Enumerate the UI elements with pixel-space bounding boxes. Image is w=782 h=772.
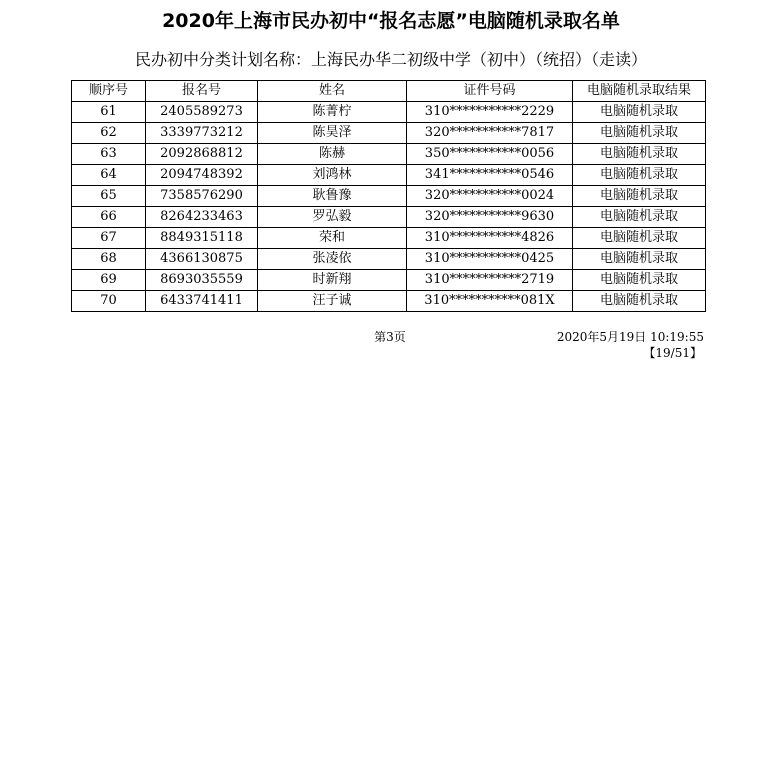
table-row (72, 207, 706, 228)
cell-id-number: 310***********2229 (407, 102, 573, 123)
cell-sequence: 66 (72, 207, 146, 228)
print-datetime: 2020年5月19日 10:19:55 (556, 330, 704, 344)
admission-table (71, 80, 706, 312)
cell-sequence: 62 (72, 123, 146, 144)
cell-sequence: 70 (72, 291, 146, 312)
cell-result: 电脑随机录取 (573, 291, 706, 312)
cell-id-number: 310***********4826 (407, 228, 573, 249)
cell-name: 陈菁柠 (258, 102, 407, 123)
header-sequence: 顺序号 (72, 81, 146, 102)
cell-registration-number: 7358576290 (146, 186, 258, 207)
cell-id-number: 320***********7817 (407, 123, 573, 144)
cell-id-number: 310***********081X (407, 291, 573, 312)
cell-registration-number: 8264233463 (146, 207, 258, 228)
cell-sequence: 61 (72, 102, 146, 123)
table-row (72, 228, 706, 249)
cell-result: 电脑随机录取 (573, 165, 706, 186)
cell-id-number: 341***********0546 (407, 165, 573, 186)
cell-name: 时新翔 (258, 270, 407, 291)
page-number: 第3页 (374, 330, 406, 344)
document-title: 2020年上海市民办初中“报名志愿”电脑随机录取名单 (162, 10, 620, 32)
cell-id-number: 320***********0024 (407, 186, 573, 207)
cell-result: 电脑随机录取 (573, 270, 706, 291)
cell-result: 电脑随机录取 (573, 144, 706, 165)
table-row (72, 165, 706, 186)
cell-registration-number: 2092868812 (146, 144, 258, 165)
table-row (72, 102, 706, 123)
cell-id-number: 310***********2719 (407, 270, 573, 291)
cell-sequence: 65 (72, 186, 146, 207)
cell-name: 耿鲁豫 (258, 186, 407, 207)
table-row (72, 291, 706, 312)
table-row (72, 249, 706, 270)
cell-name: 罗弘毅 (258, 207, 407, 228)
table-header-row (72, 81, 706, 102)
cell-id-number: 350***********0056 (407, 144, 573, 165)
table-row (72, 123, 706, 144)
cell-registration-number: 6433741411 (146, 291, 258, 312)
cell-result: 电脑随机录取 (573, 186, 706, 207)
page-count: 【19/51】 (643, 346, 702, 360)
table-row (72, 144, 706, 165)
cell-registration-number: 2405589273 (146, 102, 258, 123)
header-id-number: 证件号码 (407, 81, 573, 102)
header-result: 电脑随机录取结果 (573, 81, 706, 102)
cell-sequence: 63 (72, 144, 146, 165)
cell-name: 荣和 (258, 228, 407, 249)
cell-sequence: 69 (72, 270, 146, 291)
cell-sequence: 64 (72, 165, 146, 186)
cell-name: 汪子诚 (258, 291, 407, 312)
cell-id-number: 310***********0425 (407, 249, 573, 270)
cell-registration-number: 8693035559 (146, 270, 258, 291)
cell-name: 陈赫 (258, 144, 407, 165)
cell-result: 电脑随机录取 (573, 207, 706, 228)
plan-name: 民办初中分类计划名称：上海民办华二初级中学（初中）（统招）（走读） (134, 50, 647, 69)
cell-registration-number: 2094748392 (146, 165, 258, 186)
cell-sequence: 67 (72, 228, 146, 249)
cell-result: 电脑随机录取 (573, 102, 706, 123)
cell-registration-number: 3339773212 (146, 123, 258, 144)
cell-name: 陈昊泽 (258, 123, 407, 144)
table-row (72, 270, 706, 291)
header-registration-number: 报名号 (146, 81, 258, 102)
cell-sequence: 68 (72, 249, 146, 270)
cell-name: 张凌依 (258, 249, 407, 270)
cell-result: 电脑随机录取 (573, 123, 706, 144)
cell-result: 电脑随机录取 (573, 228, 706, 249)
header-name: 姓名 (258, 81, 407, 102)
cell-name: 刘鸿林 (258, 165, 407, 186)
table-row (72, 186, 706, 207)
cell-result: 电脑随机录取 (573, 249, 706, 270)
cell-registration-number: 4366130875 (146, 249, 258, 270)
cell-registration-number: 8849315118 (146, 228, 258, 249)
cell-id-number: 320***********9630 (407, 207, 573, 228)
